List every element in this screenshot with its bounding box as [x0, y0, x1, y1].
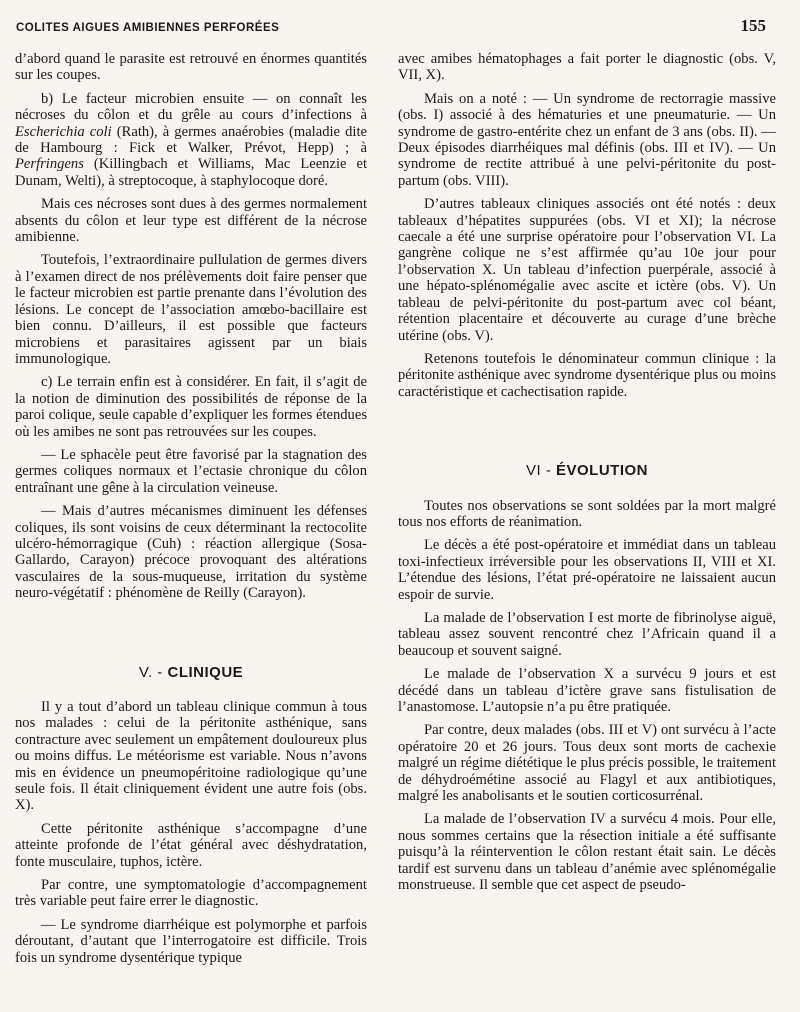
paragraph: Il y a tout d’abord un tableau clinique commun à tous nos malades : celui de la péritonite asthénique, sans contracture avec seulement un empâtement douloureux plus ou moins diffus. Le météorisme est variable. Nous n’avons mis en évidence un pneumopéritoine radiologique qu’une seule fois. Il était cliniquement évident une autre fois (obs. X).	[15, 699, 367, 814]
paragraph: La malade de l’observation IV a survécu 4 mois. Pour elle, nous sommes certains que la résection initiale a été suffisante puisqu’à la réintervention le côlon restant était sain. Le décès tardif est survenu dans un tableau d’anémie avec splénomégalie monstrueuse. Il semble que cet aspect de pseudo-	[398, 811, 776, 894]
paragraph: Par contre, deux malades (obs. III et V) ont survécu à l’acte opératoire 20 et 26 jours. Tous deux sont morts de cachexie malgré un régime diététique le plus précis possible, le traitement de déhydroémétine associé au Flagyl et aux antibiotiques, malgré les anabolisants et le soutien corticosurrénal.	[398, 722, 776, 805]
running-title: COLITES AIGUES AMIBIENNES PERFORÉES	[16, 22, 280, 34]
paragraph: Mais on a noté : — Un syndrome de rectorragie massive (obs. I) associé à des hématuries et une pneumaturie. — Un syndrome de gastro-entérite chez un enfant de 3 ans (obs. II). — Deux épisodes diarrhéiques mal définis (obs. III et IV). — Un syndrome de rectite attribué à une pelvi-péritonite du post-partum (obs. VIII).	[398, 90, 776, 189]
paragraph: Toutefois, l’extraordinaire pullulation de germes divers à l’examen direct de nos prélèvements doit faire penser que le facteur microbien est partie prenante dans l’évolution des lésions. Le concept de l’association amœbo-bacillaire est bien connu. D’ailleurs, il est possible que facteurs microbiens et parasitaires agissent par un biais immunologique.	[15, 252, 367, 367]
paragraph: avec amibes hématophages a fait porter le diagnostic (obs. V, VII, X).	[398, 51, 776, 84]
paragraph: c) Le terrain enfin est à considérer. En fait, il s’agit de la notion de diminution des possibilités de réponse de la paroi colique, seule capable d’expliquer les formes étendues où les amibes ne sont pas retrouvées sur les coupes.	[15, 374, 367, 440]
paragraph: Cette péritonite asthénique s’accompagne d’une atteinte profonde de l’état général avec déshydratation, fonte musculaire, tuphos, ictère.	[15, 820, 367, 870]
left-column	[15, 51, 367, 973]
section-heading-evolution: VI - ÉVOLUTION	[525, 462, 649, 480]
right-column	[398, 51, 776, 900]
running-header	[16, 16, 766, 36]
paragraph: D’autres tableaux cliniques associés ont été notés : deux tableaux d’hépatites suppurées (obs. VI et XI); la nécrose caecale a été une surprise opératoire pour l’observation VI. La gangrène colique ne s’est affirmée qu’au 10e jour pour l’observation X. Un tableau d’infection puerpérale, associé à une hépato-splénomégalie avec ascite et ictère (obs. V). Un tableau de pelvi-péritonite du post-partum avec col béant, rétention placentaire et découverte au curage d’une brèche utérine (obs. V).	[398, 196, 776, 344]
paragraph: — Le syndrome diarrhéique est polymorphe et parfois déroutant, d’autant que l’interrogatoire est difficile. Trois fois un syndrome dysentérique typique	[15, 916, 367, 966]
paragraph: La malade de l’observation I est morte de fibrinolyse aiguë, tableau assez souvent rencontré chez l’Africain quand il a beaucoup et souvent saigné.	[398, 609, 776, 659]
paragraph: Le malade de l’observation X a survécu 9 jours et est décédé dans un tableau d’ictère grave sans fistulisation de l’anastomose. L’autopsie n’a pu être pratiquée.	[398, 666, 776, 715]
paragraph: Par contre, une symptomatologie d’accompagnement très variable peut faire errer le diagnostic.	[15, 877, 367, 910]
paragraph: d’abord quand le parasite est retrouvé en énormes quantités sur les coupes.	[15, 51, 367, 84]
paragraph: — Le sphacèle peut être favorisé par la stagnation des germes coliques normaux et l’ectasie chronique du côlon entraînant une gêne à la circulation veineuse.	[15, 446, 367, 496]
paragraph: Toutes nos observations se sont soldées par la mort malgré tous nos efforts de réanimation.	[398, 497, 776, 530]
section-heading-clinique: V. - CLINIQUE	[138, 663, 244, 681]
paragraph: Mais ces nécroses sont dues à des germes normalement absents du côlon et leur type est différent de la nécrose amibienne.	[15, 196, 367, 246]
paragraph: — Mais d’autres mécanismes diminuent les défenses coliques, ils sont voisins de ceux déterminant la rectocolite ulcéro-hémorragique (Cuh) : réaction allergique (Sosa-Gallardo, Carayon) précoce provoquant des altérations vasculaires de la sous-muqueuse, irritation du système neuro-végétatif : phénomène de Reilly (Carayon).	[15, 503, 367, 602]
paragraph-microbial-factor: b) Le facteur microbien ensuite — on connaît les nécroses du côlon et du grêle au cours d’infections à Escherichia coli (Rath), à germes anaérobies (maladie dite de Hambourg : Fick et Walker, Prévot, Hepp) ; à Perfringens (Killingbach et Williams, Mac Leenzie et Dunam, Welti), à streptocoque, à staphylocoque doré.	[15, 90, 367, 189]
page-number: 155	[740, 16, 766, 35]
paragraph: Le décès a été post-opératoire et immédiat dans un tableau toxi-infectieux irréversible pour les observations II, VIII et XI. L’étendue des lésions, l’état pré-opératoire ne laissaient aucun espoir de survie.	[398, 537, 776, 603]
paragraph: Retenons toutefois le dénominateur commun clinique : la péritonite asthénique avec syndrome dysentérique plus ou moins caractéristique et cachectisation rapide.	[398, 350, 776, 400]
